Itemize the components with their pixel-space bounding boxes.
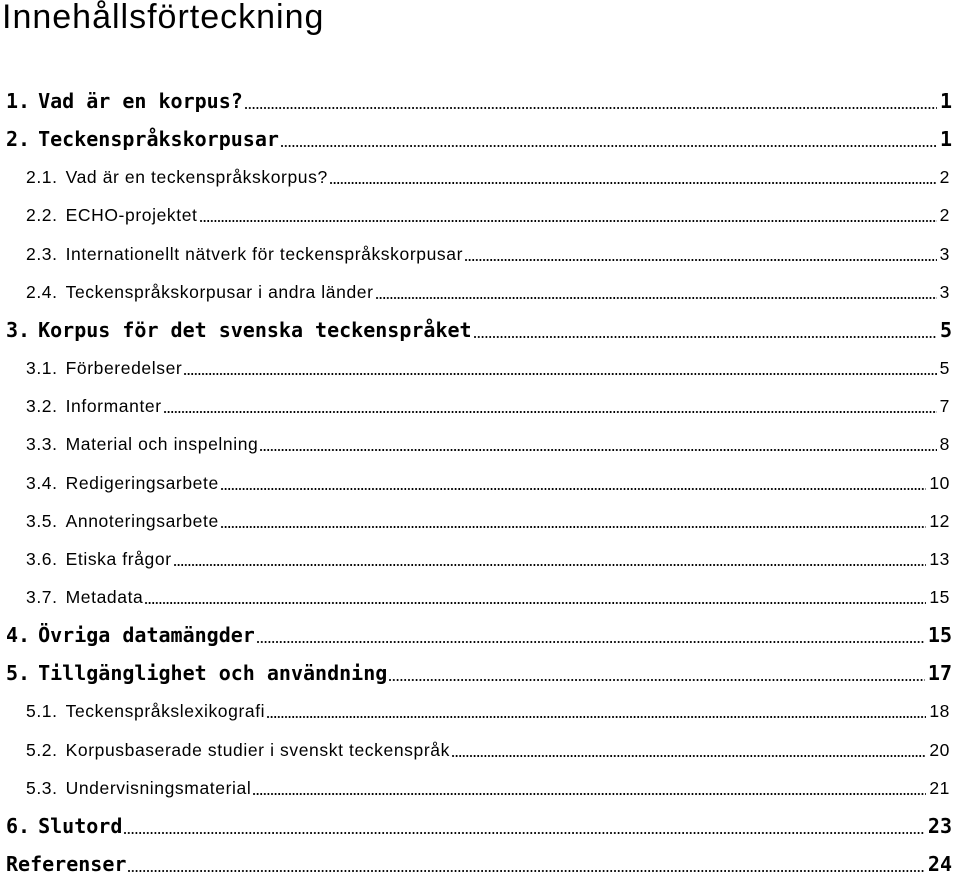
toc-section-entry[interactable] bbox=[26, 164, 950, 190]
toc-entry-label: Metadata bbox=[65, 586, 144, 607]
toc-dot-leader bbox=[145, 584, 926, 610]
toc-page-number: 15 bbox=[929, 586, 950, 607]
toc-page-number: 24 bbox=[927, 852, 952, 876]
toc-dot-leader bbox=[257, 622, 925, 648]
toc-entry-label: Informanter bbox=[65, 396, 162, 417]
toc-page-number: 17 bbox=[927, 661, 952, 686]
toc-chapter-entry[interactable] bbox=[6, 851, 952, 877]
toc-entry-number: 3. bbox=[6, 317, 31, 342]
toc-entry-number: 3.5. bbox=[26, 510, 58, 531]
toc-dot-leader bbox=[474, 317, 937, 343]
toc-entry-label: ECHO-projektet bbox=[65, 205, 198, 226]
toc-entry-number: 5. bbox=[6, 661, 31, 686]
toc-section-entry[interactable] bbox=[26, 431, 950, 457]
toc-page-number: 5 bbox=[939, 358, 950, 379]
toc-dot-leader bbox=[452, 737, 926, 763]
toc-section-entry[interactable] bbox=[26, 584, 950, 610]
toc-entry-label: Korpus för det svenska teckenspråket bbox=[38, 317, 472, 342]
toc-entry-number: 2. bbox=[6, 127, 31, 152]
toc-entry-number: 2.1. bbox=[26, 167, 58, 188]
toc-entry-number: 2.3. bbox=[26, 243, 58, 264]
toc-page-number: 2 bbox=[939, 205, 950, 226]
toc-chapter-entry[interactable] bbox=[6, 126, 952, 152]
toc-entry-label: Teckenspråkslexikografi bbox=[65, 701, 266, 722]
toc-section-entry[interactable] bbox=[26, 470, 950, 496]
toc-entry-label: Teckenspråkskorpusar i andra länder bbox=[65, 281, 374, 302]
toc-dot-leader bbox=[376, 279, 937, 305]
toc-entry-label: Redigeringsarbete bbox=[65, 472, 219, 493]
toc-page-number: 21 bbox=[929, 777, 950, 798]
toc-entry-number: 5.2. bbox=[26, 739, 58, 760]
toc-dot-leader bbox=[221, 470, 927, 496]
toc-entry-label: Slutord bbox=[38, 813, 123, 838]
toc-page-number: 23 bbox=[927, 813, 952, 838]
toc-page-number: 10 bbox=[929, 472, 950, 493]
toc-section-entry[interactable] bbox=[26, 737, 950, 763]
toc-section-entry[interactable] bbox=[26, 393, 950, 419]
toc-dot-leader bbox=[164, 393, 937, 419]
toc-entry-label: Förberedelser bbox=[65, 358, 183, 379]
toc-section-entry[interactable] bbox=[26, 355, 950, 381]
toc-entry-label: Referenser bbox=[6, 852, 127, 876]
toc-page-number: 12 bbox=[929, 510, 950, 531]
toc-entry-number: 2.4. bbox=[26, 281, 58, 302]
page-title: Innehållsförteckning bbox=[2, 0, 325, 36]
toc-dot-leader bbox=[389, 660, 925, 686]
toc-entry-number: 6. bbox=[6, 813, 31, 838]
toc-chapter-entry[interactable] bbox=[6, 660, 952, 686]
toc-entry-number: 3.1. bbox=[26, 358, 58, 379]
toc-dot-leader bbox=[124, 813, 925, 839]
toc-entry-label: Vad är en korpus? bbox=[38, 89, 243, 113]
toc-entry-number: 5.1. bbox=[26, 701, 58, 722]
toc-section-entry[interactable] bbox=[26, 202, 950, 228]
toc-dot-leader bbox=[174, 546, 927, 572]
toc-page-number: 15 bbox=[927, 623, 952, 648]
toc-page-number: 20 bbox=[929, 739, 950, 760]
toc-entry-label: Etiska frågor bbox=[65, 548, 172, 569]
toc-entry-label: Annoteringsarbete bbox=[65, 510, 219, 531]
toc-chapter-entry[interactable] bbox=[6, 317, 952, 343]
toc-page-number: 2 bbox=[939, 167, 950, 188]
toc-page-number: 8 bbox=[939, 434, 950, 455]
toc-dot-leader bbox=[465, 241, 937, 267]
toc-entry-label: Undervisningsmaterial bbox=[65, 777, 252, 798]
toc-page-number: 13 bbox=[929, 548, 950, 569]
toc-section-entry[interactable] bbox=[26, 775, 950, 801]
toc-dot-leader bbox=[128, 851, 924, 877]
toc-dot-leader bbox=[184, 355, 936, 381]
toc-entry-label: Material och inspelning bbox=[65, 434, 259, 455]
toc-page-number: 1 bbox=[939, 127, 952, 152]
toc-page-number: 7 bbox=[939, 396, 950, 417]
toc-section-entry[interactable] bbox=[26, 279, 950, 305]
toc-dot-leader bbox=[260, 431, 936, 457]
toc-dot-leader bbox=[253, 775, 926, 801]
toc-entry-number: 3.3. bbox=[26, 434, 58, 455]
toc-dot-leader bbox=[281, 126, 937, 152]
toc-page-number: 5 bbox=[939, 317, 952, 342]
toc-dot-leader bbox=[267, 698, 926, 724]
toc-page-number: 1 bbox=[939, 89, 952, 113]
toc-entry-label: Internationellt nätverk för teckenspråkskorpusar bbox=[65, 243, 464, 264]
toc-entry-number: 5.3. bbox=[26, 777, 58, 798]
toc-page-number: 18 bbox=[929, 701, 950, 722]
toc-dot-leader bbox=[245, 88, 937, 114]
toc-chapter-entry[interactable] bbox=[6, 622, 952, 648]
toc-entry-label: Tillgänglighet och användning bbox=[38, 661, 388, 686]
toc-chapter-entry[interactable] bbox=[6, 813, 952, 839]
toc-page-number: 3 bbox=[939, 243, 950, 264]
toc-dot-leader bbox=[330, 164, 937, 190]
toc-section-entry[interactable] bbox=[26, 508, 950, 534]
toc-entry-number: 1. bbox=[6, 89, 31, 113]
toc-entry-number: 3.6. bbox=[26, 548, 58, 569]
toc-dot-leader bbox=[200, 202, 937, 228]
toc-page-number: 3 bbox=[939, 281, 950, 302]
toc-section-entry[interactable] bbox=[26, 241, 950, 267]
toc-chapter-entry[interactable] bbox=[6, 88, 952, 114]
toc-entry-number: 4. bbox=[6, 623, 31, 648]
toc-section-entry[interactable] bbox=[26, 546, 950, 572]
toc-entry-label: Teckenspråkskorpusar bbox=[38, 127, 279, 152]
toc-entry-label: Övriga datamängder bbox=[38, 623, 255, 648]
toc-section-entry[interactable] bbox=[26, 698, 950, 724]
toc-entry-number: 2.2. bbox=[26, 205, 58, 226]
toc-dot-leader bbox=[221, 508, 927, 534]
toc-entry-number: 3.4. bbox=[26, 472, 58, 493]
toc-entry-number: 3.7. bbox=[26, 586, 58, 607]
toc-entry-label: Vad är en teckenspråkskorpus? bbox=[65, 167, 328, 188]
toc-entry-label: Korpusbaserade studier i svenskt teckenspråk bbox=[65, 739, 450, 760]
toc-entry-number: 3.2. bbox=[26, 396, 58, 417]
